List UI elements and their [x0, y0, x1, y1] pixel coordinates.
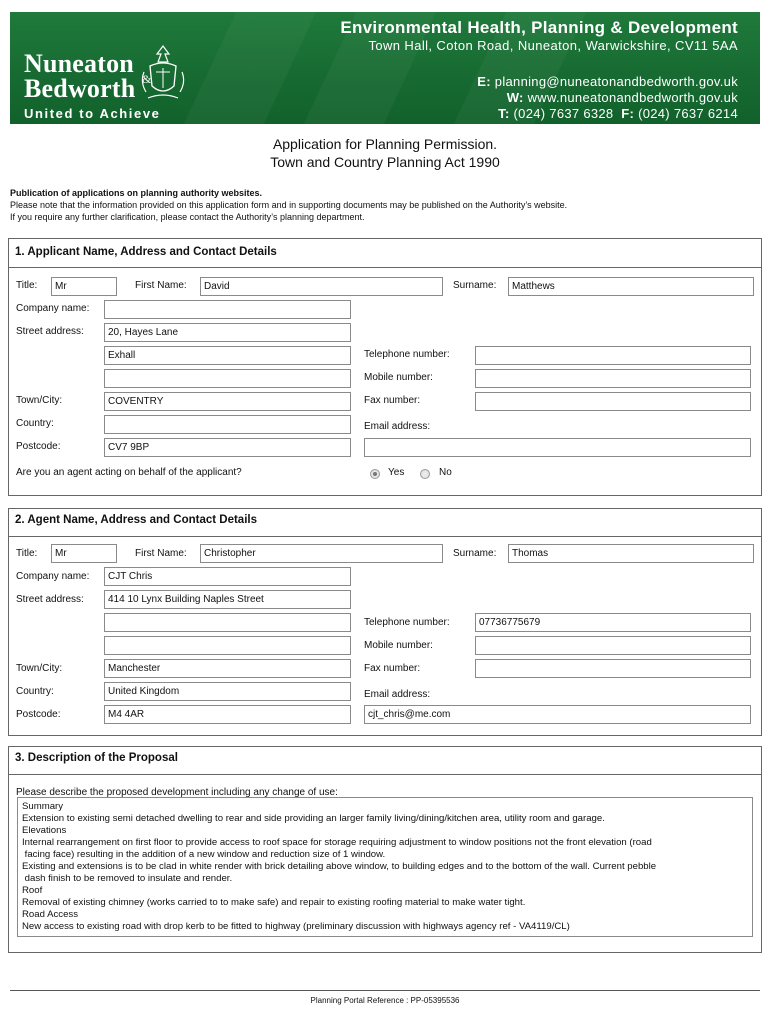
agent-country-field[interactable]: United Kingdom [104, 682, 351, 701]
email-value[interactable]: planning@nuneatonandbedworth.gov.uk [494, 74, 738, 89]
agent-company-field[interactable]: CJT Chris [104, 567, 351, 586]
mobile-label: Mobile number: [364, 372, 433, 383]
description-line: Road Access [22, 909, 78, 920]
surname-label: Surname: [453, 548, 497, 559]
proposal-prompt: Please describe the proposed development including any change of use: [16, 787, 338, 798]
section-divider [9, 536, 761, 537]
fax-label: F: [621, 106, 635, 121]
description-line: Roof [22, 885, 43, 896]
agent-surname-field[interactable]: Thomas [508, 544, 754, 563]
applicant-street-line-2[interactable]: Exhall [104, 346, 351, 365]
form-title: Application for Planning Permission. [272, 136, 498, 152]
applicant-town-field[interactable]: COVENTRY [104, 392, 351, 411]
publication-contact-note: If you require any further clarification, please contact the Authority’s planning department. [10, 212, 365, 222]
section-applicant [8, 238, 762, 496]
street-label: Street address: [16, 594, 84, 605]
agent-fax-field[interactable] [475, 659, 751, 678]
title-label: Title: [16, 548, 38, 559]
agent-street-line-3[interactable] [104, 636, 351, 655]
department-title: Environmental Health, Planning & Development [340, 18, 738, 37]
agent-question: Are you an agent acting on behalf of the applicant? [16, 467, 242, 478]
applicant-company-field[interactable] [104, 300, 351, 319]
form-subtitle: Town and Country Planning Act 1990 [270, 154, 500, 170]
section-title: 3. Description of the Proposal [15, 752, 178, 764]
publication-heading: Publication of applications on planning authority websites. [10, 188, 263, 198]
contact-phone-fax [498, 106, 738, 121]
applicant-telephone-field[interactable] [475, 346, 751, 365]
agent-town-field[interactable]: Manchester [104, 659, 351, 678]
description-line: dash finish to be removed to insulate and render. [22, 873, 233, 884]
section-agent [8, 508, 762, 736]
agent-street-line-2[interactable] [104, 613, 351, 632]
proposal-description-field[interactable] [17, 797, 753, 937]
council-logo [24, 49, 152, 103]
agent-postcode-field[interactable]: M4 4AR [104, 705, 351, 724]
section-title: 2. Agent Name, Address and Contact Details [15, 514, 257, 526]
town-label: Town/City: [16, 663, 63, 674]
applicant-country-field[interactable] [104, 415, 351, 434]
description-line: New access to existing road with drop kerb to be fitted to highway (preliminary discussion with highways agency ref - VA4119/CL) [22, 921, 570, 932]
publication-note: Please note that the information provided on this application form and in supporting documents may be published on the Authority’s website. [10, 200, 568, 210]
contact-email [477, 74, 738, 89]
fax-label: Fax number: [364, 395, 421, 406]
banner-decoration [184, 12, 316, 124]
contact-web [507, 90, 738, 105]
applicant-fax-field[interactable] [475, 392, 751, 411]
agent-yes-label: Yes [388, 467, 405, 478]
telephone-label: Telephone number: [364, 617, 450, 628]
logo-line-2: Bedworth [24, 74, 136, 103]
surname-label: Surname: [453, 280, 497, 291]
department-address: Town Hall, Coton Road, Nuneaton, Warwickshire, CV11 5AA [368, 38, 738, 53]
applicant-street-line-1[interactable]: 20, Hayes Lane [104, 323, 351, 342]
section-divider [9, 267, 761, 268]
town-label: Town/City: [16, 395, 63, 406]
applicant-email-field[interactable] [364, 438, 751, 457]
logo-line-1: Nuneaton [24, 49, 134, 78]
agent-telephone-field[interactable]: 07736775679 [475, 613, 751, 632]
agent-street-line-1[interactable]: 414 10 Lynx Building Naples Street [104, 590, 351, 609]
telephone-label: Telephone number: [364, 349, 450, 360]
postcode-label: Postcode: [16, 441, 61, 452]
agent-yes-radio[interactable] [370, 469, 380, 479]
country-label: Country: [16, 418, 54, 429]
company-label: Company name: [16, 303, 90, 314]
applicant-mobile-field[interactable] [475, 369, 751, 388]
description-line: Elevations [22, 825, 67, 836]
applicant-title-field[interactable]: Mr [51, 277, 117, 296]
email-label: E: [477, 74, 491, 89]
description-line: Internal rearrangement on first floor to provide access to roof space for storage requiring adjustment to window positions not the front elevation (road [22, 837, 652, 848]
description-line: Existing and extensions is to be clad in white render with brick detailing above window, to building edges and to the bottom of the wall. Current pebble [22, 861, 657, 872]
agent-title-field[interactable]: Mr [51, 544, 117, 563]
street-label: Street address: [16, 326, 84, 337]
country-label: Country: [16, 686, 54, 697]
agent-mobile-field[interactable] [475, 636, 751, 655]
applicant-street-line-3[interactable] [104, 369, 351, 388]
title-label: Title: [16, 280, 38, 291]
postcode-label: Postcode: [16, 709, 61, 720]
email-label: Email address: [364, 689, 431, 700]
logo-ampersand: & [142, 72, 152, 86]
agent-no-radio[interactable] [420, 469, 430, 479]
applicant-postcode-field[interactable]: CV7 9BP [104, 438, 351, 457]
company-label: Company name: [16, 571, 90, 582]
web-value[interactable]: www.nuneatonandbedworth.gov.uk [527, 90, 738, 105]
applicant-first-name-field[interactable]: David [200, 277, 443, 296]
section-title: 1. Applicant Name, Address and Contact Details [15, 246, 277, 258]
fax-label: Fax number: [364, 663, 421, 674]
footer-divider [10, 990, 760, 991]
web-label: W: [506, 90, 524, 105]
description-line: Extension to existing semi detached dwelling to rear and side providing an larger family living/dining/kitchen area, utility room and garage. [22, 813, 605, 824]
email-label: Email address: [364, 421, 431, 432]
agent-first-name-field[interactable]: Christopher [200, 544, 443, 563]
agent-email-field[interactable]: cjt_chris@me.com [364, 705, 751, 724]
section-divider [9, 774, 761, 775]
first-name-label: First Name: [135, 548, 187, 559]
description-line: facing face) resulting in the addition of a new window and reduction size of 1 window. [22, 849, 386, 860]
tel-value: (024) 7637 6328 [513, 106, 614, 121]
applicant-surname-field[interactable]: Matthews [508, 277, 754, 296]
crest-icon [138, 42, 188, 104]
header-banner [10, 12, 760, 124]
fax-value: (024) 7637 6214 [638, 106, 738, 121]
portal-reference: Planning Portal Reference : PP-05395536 [310, 996, 460, 1005]
council-tagline: United to Achieve [24, 106, 161, 121]
description-line: Removal of existing chimney (works carried to to make safe) and repair to existing roofing material to make water tight. [22, 897, 526, 908]
description-line: Summary [22, 801, 64, 812]
first-name-label: First Name: [135, 280, 187, 291]
mobile-label: Mobile number: [364, 640, 433, 651]
tel-label: T: [498, 106, 510, 121]
section-proposal [8, 746, 762, 953]
agent-no-label: No [439, 467, 452, 478]
